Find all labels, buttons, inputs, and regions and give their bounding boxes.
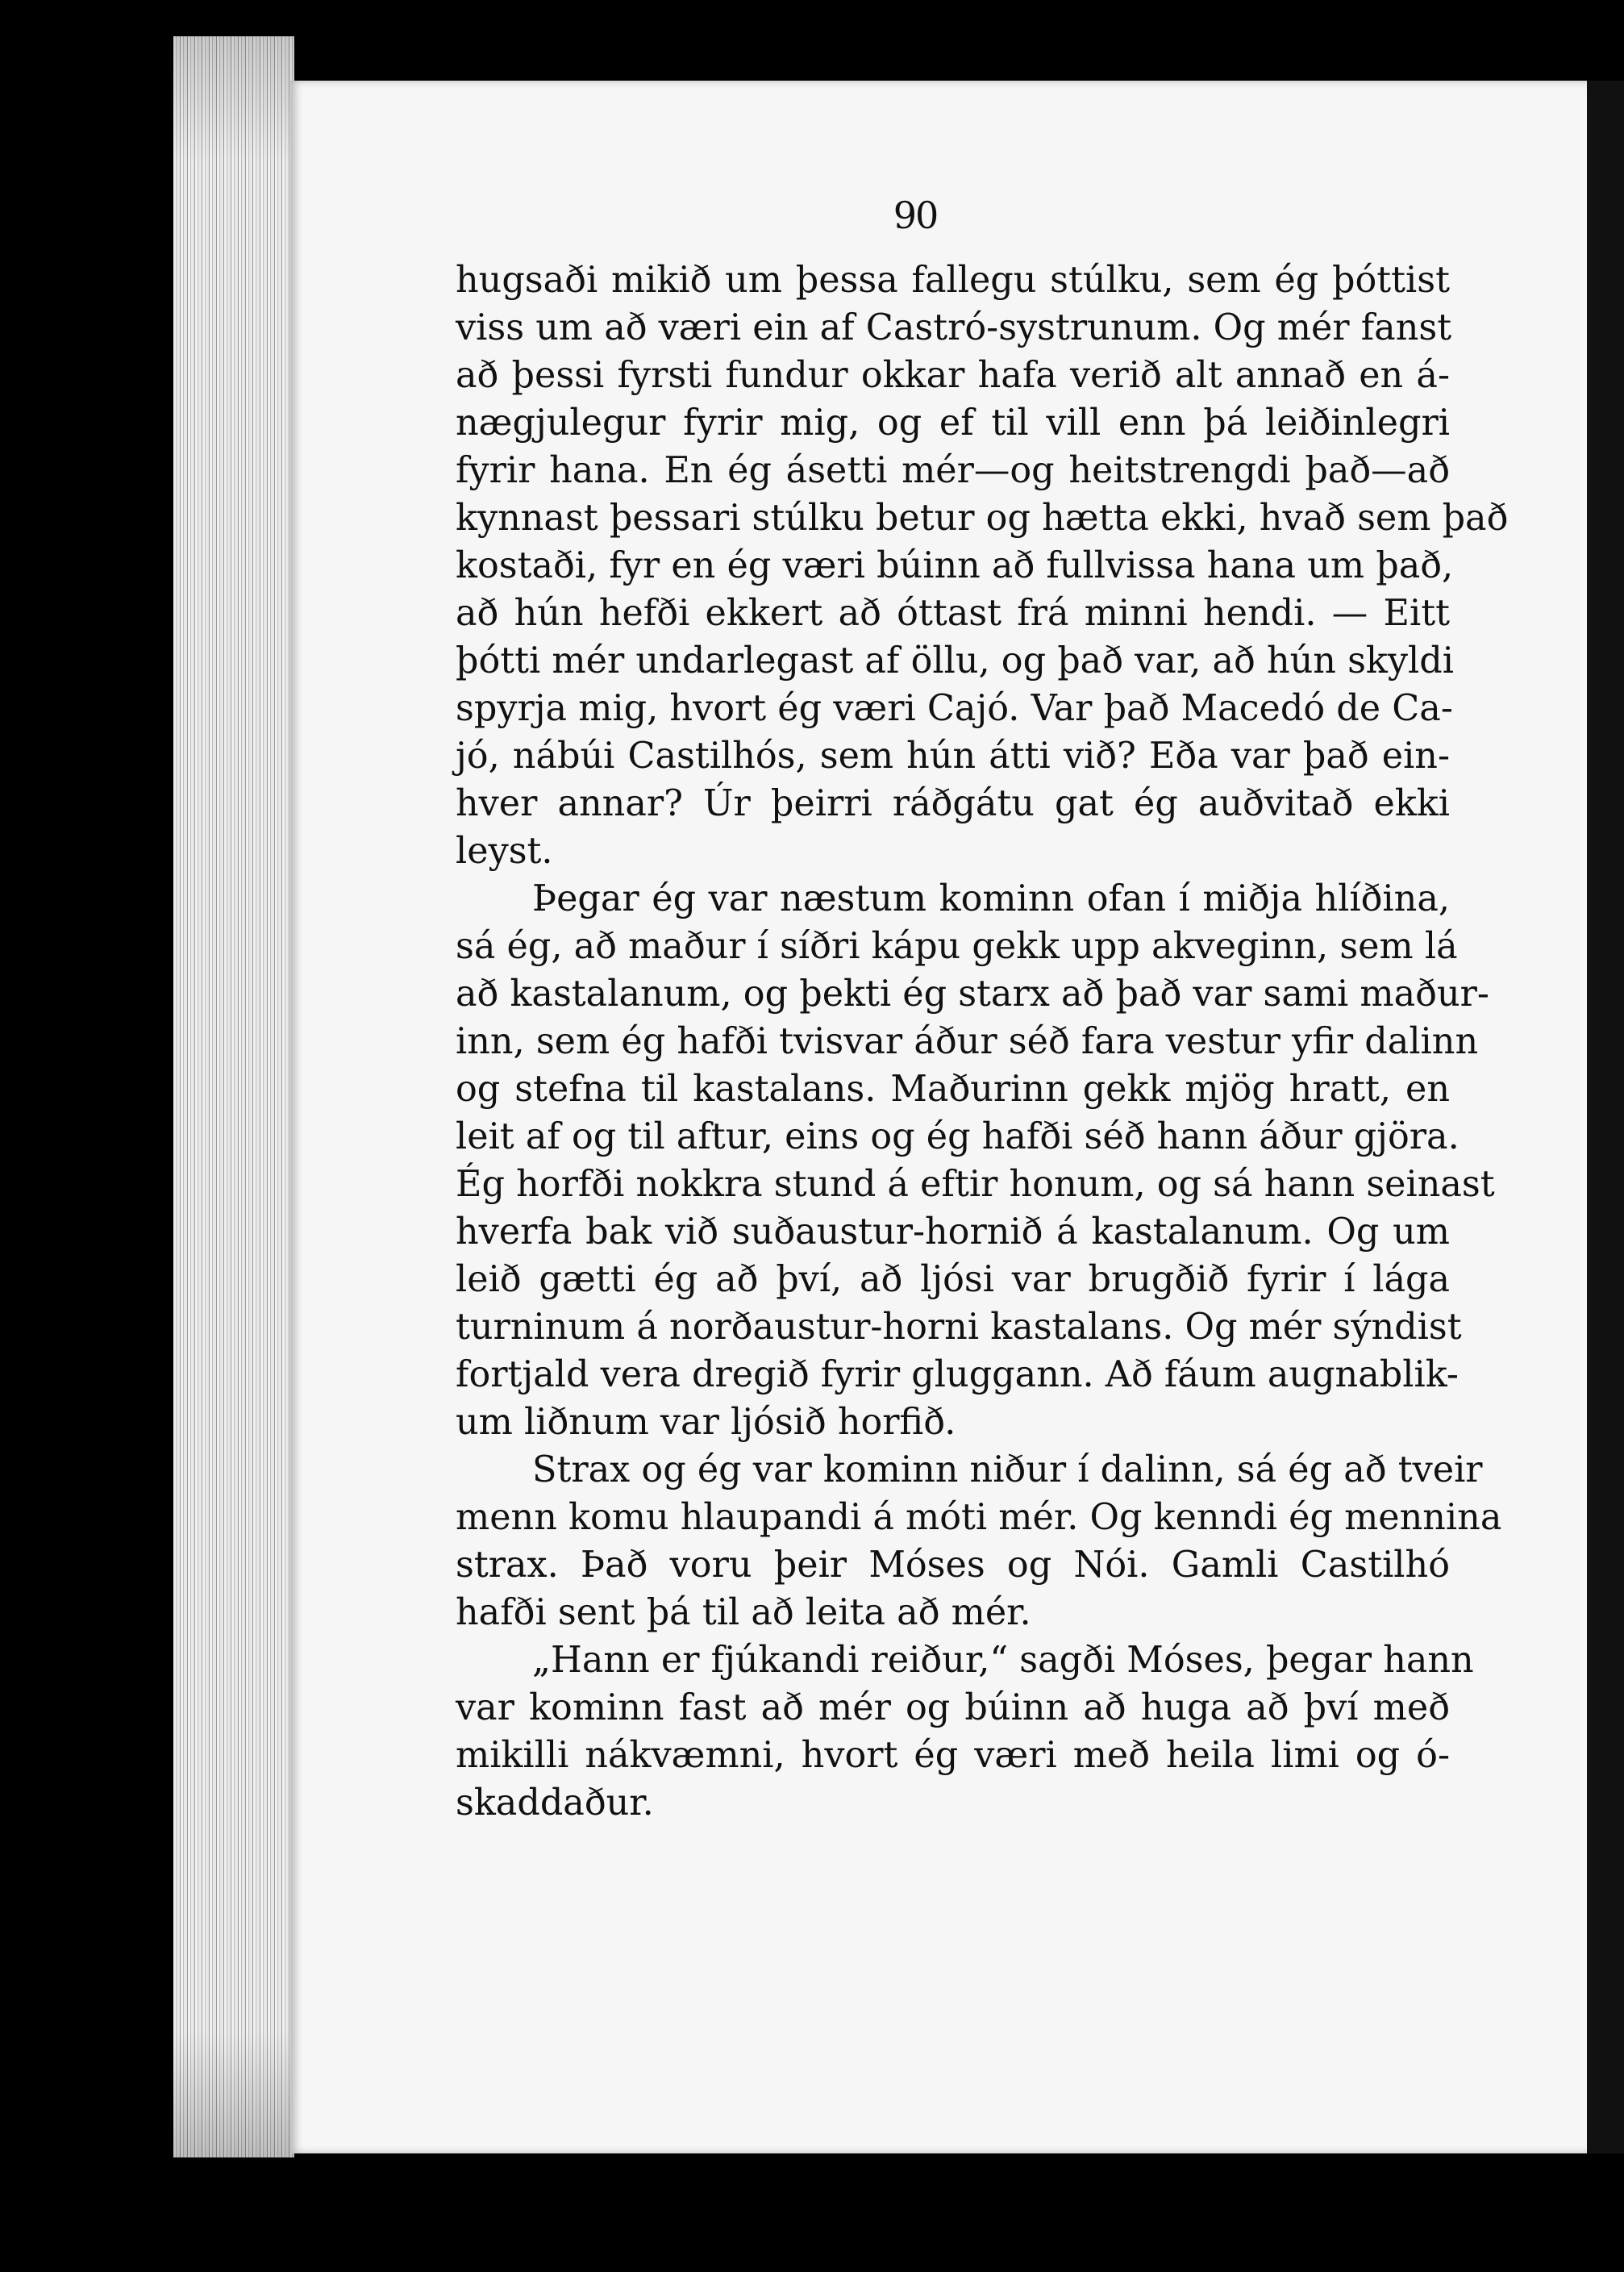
text-line: nægjulegur fyrir mig, og ef til vill enn þá leiðinlegri — [456, 402, 1450, 444]
text-line: inn, sem ég hafði tvisvar áður séð fara vestur yfir dalinn — [456, 1021, 1479, 1062]
text-line: að kastalanum, og þekti ég starx að það var sami maður- — [456, 973, 1489, 1015]
text-line: Ég horfði nokkra stund á eftir honum, og sá hann seinast — [456, 1164, 1495, 1205]
text-line: hverfa bak við suðaustur-hornið á kastalanum. Og um — [456, 1211, 1450, 1253]
text-line: menn komu hlaupandi á móti mér. Og kenndi ég mennina — [456, 1497, 1502, 1538]
text-line: spyrja mig, hvort ég væri Cajó. Var það Macedó de Ca- — [456, 688, 1453, 729]
text-line: um liðnum var ljósið horfið. — [456, 1402, 956, 1443]
paragraph — [456, 875, 1495, 1446]
text-line: fyrir hana. En ég ásetti mér—og heitstrengdi það—að — [456, 450, 1450, 491]
text-line: strax. Það voru þeir Móses og Nói. Gamli Castilhó — [456, 1545, 1450, 1586]
paragraph — [456, 256, 1509, 875]
right-gutter-shadow — [1587, 81, 1624, 2153]
paragraph — [456, 1446, 1502, 1636]
paragraph — [456, 1636, 1474, 1827]
text-line: kostaði, fyr en ég væri búinn að fullvissa hana um það, — [456, 545, 1454, 586]
text-line: leyst. — [456, 831, 553, 872]
text-line: leit af og til aftur, eins og ég hafði séð hann áður gjöra. — [456, 1116, 1460, 1157]
text-line: var kominn fast að mér og búinn að huga að því með — [456, 1687, 1450, 1728]
text-line: Þegar ég var næstum kominn ofan í miðja hlíðina, — [532, 878, 1450, 919]
text-line: mikilli nákvæmni, hvort ég væri með heila limi og ó- — [456, 1735, 1450, 1776]
text-line: hugsaði mikið um þessa fallegu stúlku, sem ég þóttist — [456, 260, 1450, 301]
text-line: hver annar? Úr þeirri ráðgátu gat ég auðvitað ekki — [456, 783, 1450, 824]
text-line: jó, nábúi Castilhós, sem hún átti við? Eða var það ein- — [456, 736, 1450, 777]
book-page-edges — [173, 36, 294, 2157]
text-line: að hún hefði ekkert að óttast frá minni hendi. — Eitt — [456, 593, 1450, 634]
text-line: kynnast þessari stúlku betur og hætta ekki, hvað sem það — [456, 498, 1509, 539]
text-line: þótti mér undarlegast af öllu, og það var, að hún skyldi — [456, 640, 1454, 682]
body-text — [456, 256, 1509, 1827]
text-line: fortjald vera dregið fyrir gluggann. Að fáum augnablik- — [456, 1354, 1459, 1395]
text-line: leið gætti ég að því, að ljósi var brugðið fyrir í lága — [456, 1259, 1450, 1300]
text-line: turninum á norðaustur-horni kastalans. Og mér sýndist — [456, 1307, 1462, 1348]
text-line: sá ég, að maður í síðri kápu gekk upp akveginn, sem lá — [456, 926, 1458, 967]
text-line: Strax og ég var kominn niður í dalinn, sá ég að tveir — [532, 1449, 1483, 1490]
text-line: skaddaður. — [456, 1782, 654, 1824]
page-number: 90 — [893, 194, 938, 237]
text-line: viss um að væri ein af Castró-systrunum. Og mér fanst — [456, 307, 1452, 348]
text-line: hafði sent þá til að leita að mér. — [456, 1592, 1031, 1633]
text-line: „Hann er fjúkandi reiður,“ sagði Móses, þegar hann — [532, 1640, 1474, 1681]
text-line: og stefna til kastalans. Maðurinn gekk mjög hratt, en — [456, 1069, 1450, 1110]
text-line: að þessi fyrsti fundur okkar hafa verið alt annað en á- — [456, 355, 1450, 396]
